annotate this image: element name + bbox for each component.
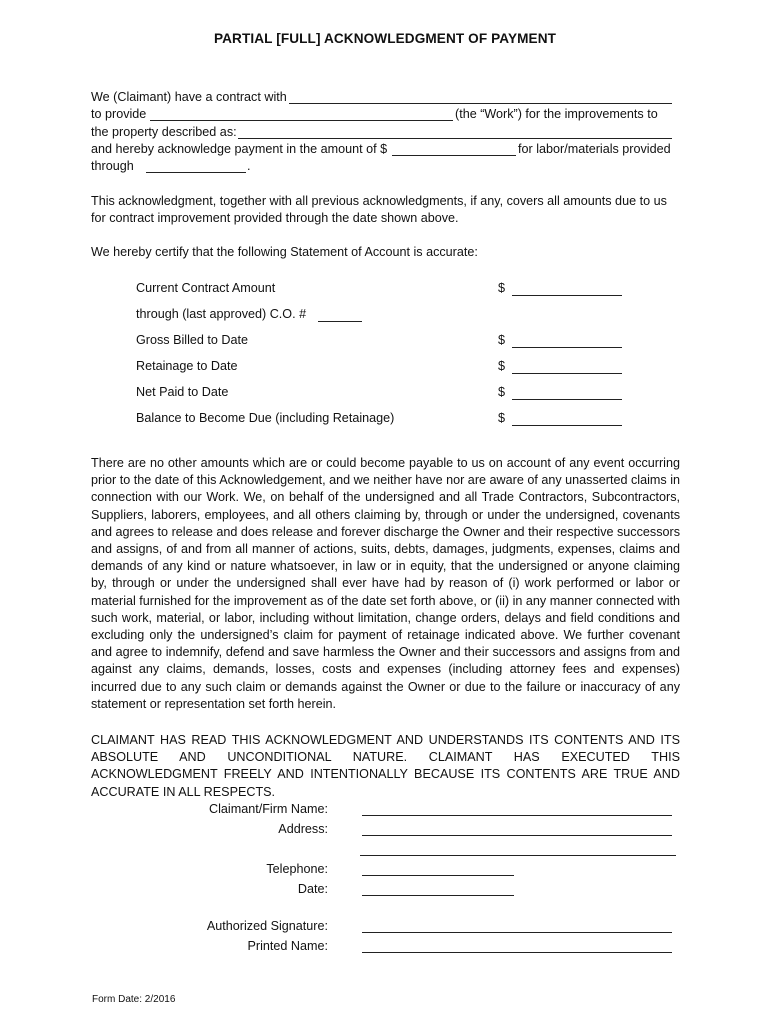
printed-name-label: Printed Name: — [247, 939, 328, 953]
statement-row-balance-due — [136, 411, 636, 429]
current-contract-label: Current Contract Amount — [136, 281, 276, 295]
statement-row-retainage — [136, 359, 636, 377]
telephone-field[interactable] — [362, 875, 514, 876]
dollar-sign: $ — [498, 281, 506, 295]
gross-billed-field[interactable] — [512, 347, 622, 348]
statement-row-gross-billed — [136, 333, 636, 351]
intro-through-label: through — [91, 159, 134, 173]
authorized-signature-label: Authorized Signature: — [206, 919, 328, 933]
date-label: Date: — [297, 882, 328, 896]
current-contract-field[interactable] — [512, 295, 622, 296]
firm-name-label: Claimant/Firm Name: — [209, 802, 328, 816]
form-date: Form Date: 2/2016 — [92, 994, 176, 1005]
dollar-sign: $ — [498, 385, 506, 399]
change-order-label: through (last approved) C.O. # — [136, 307, 307, 321]
address-label: Address: — [278, 822, 328, 836]
change-order-number-field[interactable] — [318, 321, 362, 322]
statement-row-net-paid — [136, 385, 636, 403]
firm-name-field[interactable] — [362, 815, 672, 816]
retainage-field[interactable] — [512, 373, 622, 374]
release-paragraph: There are no other amounts which are or could become payable to us on account of any event occurring prior to the date of this Acknowledgement, and we neither have nor are aware of any unasserted claims in connection with our Work. We, on behalf of the undersigned and all Trade Contractors, Subcontractors, Suppliers, laborers, employees, and all others claiming by, through or under the undersigned, covenants and agrees to release and does release and forever discharge the Owner and their respective successors and assigns, of and from all manner of actions, suits, debts, damages, judgments, expenses, claims and demands of any kind or nature whatsoever, in law or in equity, that the undersigned or anyone claiming by, through or under the undersigned shall ever have had by reason of (i) work performed or labor or material furnished for the improvement as of the date set forth above, or (ii) in any manner connected with such work, material, or labor, including without limitation, change orders, delays and field conditions and excluding only the undersigned’s claim for payment of retainage indicated above. We further covenant and agree to indemnify, defend and save harmless the Owner and their successors and assigns from and against any claims, demands, losses, costs and expenses (including attorney fees and expenses) incurred due to any such claim or demands against the Owner or due to the failure or inaccuracy of any statement or representation set forth herein. — [91, 456, 680, 711]
intro-work-label: (the “Work”) for the improvements to — [455, 107, 658, 121]
coverage-paragraph: This acknowledgment, together with all previous acknowledgments, if any, covers all amounts due to us for contract improvement provided through the date shown above. — [91, 194, 667, 226]
intro-labor-label: for labor/materials provided — [518, 142, 671, 156]
property-field[interactable] — [238, 138, 672, 139]
intro-contract-label: We (Claimant) have a contract with — [91, 90, 287, 104]
gross-billed-label: Gross Billed to Date — [136, 333, 248, 347]
intro-property-label: the property described as: — [91, 125, 237, 139]
certify-statement: We hereby certify that the following Statement of Account is accurate: — [91, 245, 478, 259]
net-paid-field[interactable] — [512, 399, 622, 400]
dollar-sign: $ — [498, 333, 506, 347]
dollar-sign: $ — [498, 359, 506, 373]
through-date-field[interactable] — [146, 172, 246, 173]
statement-row-change-order — [136, 307, 636, 325]
claimant-acknowledgment: CLAIMANT HAS READ THIS ACKNOWLEDGMENT AND UNDERSTANDS ITS CONTENTS AND ITS ABSOLUTE AND UNCONDITIONAL NATURE. CLAIMANT HAS EXECUTED THIS ACKNOWLEDGMENT FREELY AND INTENTIONALLY BECAUSE ITS CONTENTS ARE TRUE AND ACCURATE IN ALL RESPECTS. — [91, 733, 680, 799]
contract-with-field[interactable] — [289, 103, 672, 104]
date-field[interactable] — [362, 895, 514, 896]
statement-row-current-contract — [136, 281, 636, 299]
address-field-line-1[interactable] — [362, 835, 672, 836]
printed-name-field[interactable] — [362, 952, 672, 953]
balance-due-label: Balance to Become Due (including Retainage) — [136, 411, 395, 425]
telephone-label: Telephone: — [266, 862, 328, 876]
net-paid-label: Net Paid to Date — [136, 385, 229, 399]
retainage-label: Retainage to Date — [136, 359, 238, 373]
intro-period: . — [247, 159, 251, 173]
intro-payment-label: and hereby acknowledge payment in the amount of $ — [91, 142, 388, 156]
intro-provide-label: to provide — [91, 107, 147, 121]
payment-amount-field[interactable] — [392, 155, 516, 156]
authorized-signature-field[interactable] — [362, 932, 672, 933]
work-field[interactable] — [150, 120, 453, 121]
document-title: PARTIAL [FULL] ACKNOWLEDGMENT OF PAYMENT — [213, 31, 557, 46]
address-field-line-2[interactable] — [360, 855, 676, 856]
balance-due-field[interactable] — [512, 425, 622, 426]
dollar-sign: $ — [498, 411, 506, 425]
